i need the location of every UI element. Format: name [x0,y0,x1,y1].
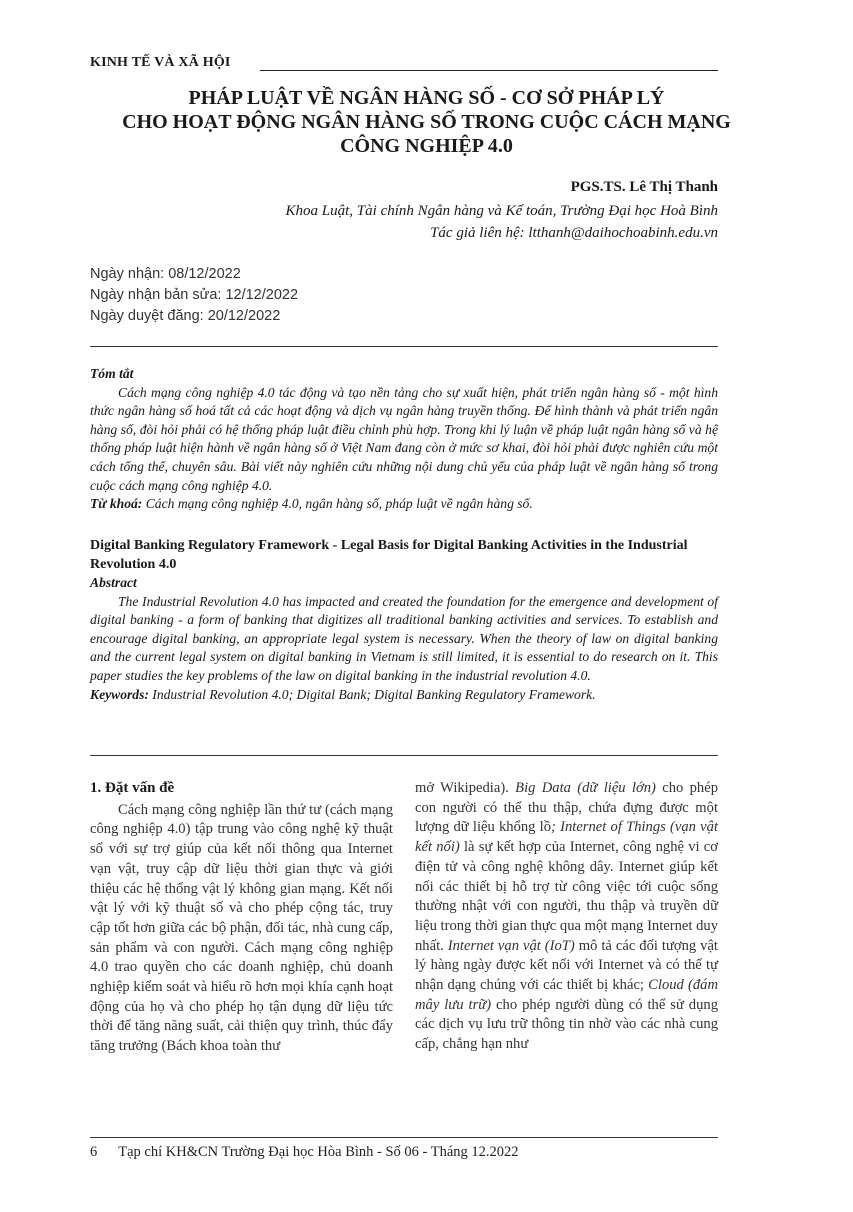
author-contact: Tác giả liên hệ: ltthanh@daihochoabinh.edu.vn [430,225,718,241]
abstract-body-vi: Cách mạng công nghiệp 4.0 tác động và tạo nền tảng cho sự xuất hiện, phát triển ngân hàng số - một hình thức ngân hàng số hoá tất cả các hoạt động và dịch vụ ngân hàng truyền thống. Để hình thành và phát triển ngân hàng số, đòi hỏi phải có hệ thống pháp luật điều chỉnh phù hợp. Trong khi lý luận về pháp luật ngân hàng số và hệ thống pháp luật hiện hành về ngân hàng số ở Việt Nam đang còn ở mức sơ khai, đòi hỏi phải được nghiên cứu một cách tổng thể, chuyên sâu. Bài viết này nghiên cứu những nội dung chủ yếu của pháp luật về ngân hàng số trong cuộc cách mạng công nghiệp 4.0. [90,384,718,493]
english-abstract [90,574,718,704]
term-big-data: Big Data (dữ liệu lớn) [515,780,656,796]
text-run: mở Wikipedia). [415,780,516,796]
page-footer [90,1144,519,1161]
keywords-label-vi: Từ khoá: [90,496,143,512]
term-internet-van-vat: Internet vạn vật (IoT) [447,937,575,954]
divider-bottom [90,755,718,756]
keywords-label-en: Keywords: [90,686,149,702]
title-line-2: CHO HOẠT ĐỘNG NGÂN HÀNG SỐ TRONG CUỘC CÁCH MẠNG [122,111,731,133]
article-dates [90,264,298,327]
header-rule [260,70,718,71]
body-column-left [90,779,393,1057]
text-run: cho phép người dùng có thể sử dụng các dịch vụ lưu trữ thông tin nhờ vào các nhà cung cấp, chẳng hạn như [415,996,718,1053]
english-title: Digital Banking Regulatory Framework - Legal Basis for Digital Banking Activities in the Industrial Revolution 4.0 [90,538,688,572]
abstract-body-en: The Industrial Revolution 4.0 has impacted and created the foundation for the emergence and development of digital banking - a form of banking that digitizes all traditional banking activities and services. To establish and encourage digital banking, an appropriate legal system is necessary. When the theory of law on digital banking and the current legal system on digital banking in Vietnam is still limited, it is essential to do research on it. This paper studies the key problems of the law on digital banking in the industrial revolution 4.0. [90,593,718,683]
body-paragraph-right [415,779,718,1055]
vietnamese-abstract [90,365,718,514]
journal-name: Tạp chí KH&CN Trường Đại học Hòa Bình - Số 06 - Tháng 12.2022 [118,1144,519,1160]
text-run: cho phép con người có thể thu thập, chứa đựng được một lượng dữ liệu khổng lồ [415,780,719,836]
body-paragraph-left: Cách mạng công nghiệp lần thứ tư (cách mạng công nghiệp 4.0) tập trung vào công nghệ kỹ thuật số với sự trợ giúp của kết nối thông qua Internet vạn vật, truy cập dữ liệu thời gian thực và giới thiệu các hệ thống vật lý không gian mạng. Kết nối vật lý với kỹ thuật số và cho phép cộng tác, truy cập tốt hơn giữa các bộ phận, đối tác, nhà cung cấp, sản phẩm và con người. Cách mạng công nghiệp 4.0 trao quyền cho các doanh nghiệp, chủ doanh nghiệp kiểm soát và hiểu rõ hơn mọi khía cạnh hoạt động của họ và cho phép họ tận dụng dữ liệu tức thời để tăng năng suất, cải thiện quy trình, thúc đẩy tăng trưởng (Bách khoa toàn thư [90,801,393,1055]
author-affiliation: Khoa Luật, Tài chính Ngân hàng và Kế toán, Trường Đại học Hoà Bình [285,203,718,219]
body-column-right [415,779,718,1055]
term-iot: ; Internet of Things (vạn vật kết nối) [415,819,719,856]
abstract-heading-en: Abstract [90,575,137,590]
keywords-vi [90,495,718,514]
keywords-en [90,686,718,705]
title-line-1: PHÁP LUẬT VỀ NGÂN HÀNG SỐ - CƠ SỞ PHÁP LÝ [188,87,665,109]
title-line-3: CÔNG NGHIỆP 4.0 [340,135,513,157]
author-affiliation-block [286,200,718,244]
keywords-text-vi: Cách mạng công nghiệp 4.0, ngân hàng số, pháp luật về ngân hàng số. [142,496,533,512]
term-cloud: Cloud (đám mây lưu trữ) [415,977,718,1013]
section-label: KINH TẾ VÀ XÃ HỘI [90,55,231,70]
author-name: PGS.TS. Lê Thị Thanh [570,179,718,195]
text-run: mô tả các đối tượng vật lý hàng ngày được kết nối với Internet và có thể tự nhận dạng chúng với các thiết bị khác; [415,937,718,994]
keywords-text-en: Industrial Revolution 4.0; Digital Bank; Digital Banking Regulatory Framework. [148,686,596,702]
page-number: 6 [90,1144,98,1160]
date-accepted: Ngày duyệt đăng: 20/12/2022 [90,308,281,324]
divider-top [90,346,718,347]
abstract-heading-vi: Tóm tắt [90,366,134,381]
text-run: là sự kết hợp của Internet, công nghệ vi cơ điện tử và công nghệ không dây. Internet giúp kết nối các thiết bị hỗ trợ từ công việc tới cuộc sống thường nhật với con người, thu thập và truyền dữ liệu trong thời gian thực qua một mạng Internet duy nhất. [415,839,718,954]
footer-rule [90,1137,718,1138]
date-received: Ngày nhận: 08/12/2022 [90,266,241,282]
section-heading: 1. Đặt vấn đề [90,780,175,796]
date-revised: Ngày nhận bản sửa: 12/12/2022 [90,287,299,303]
article-title [80,86,773,158]
